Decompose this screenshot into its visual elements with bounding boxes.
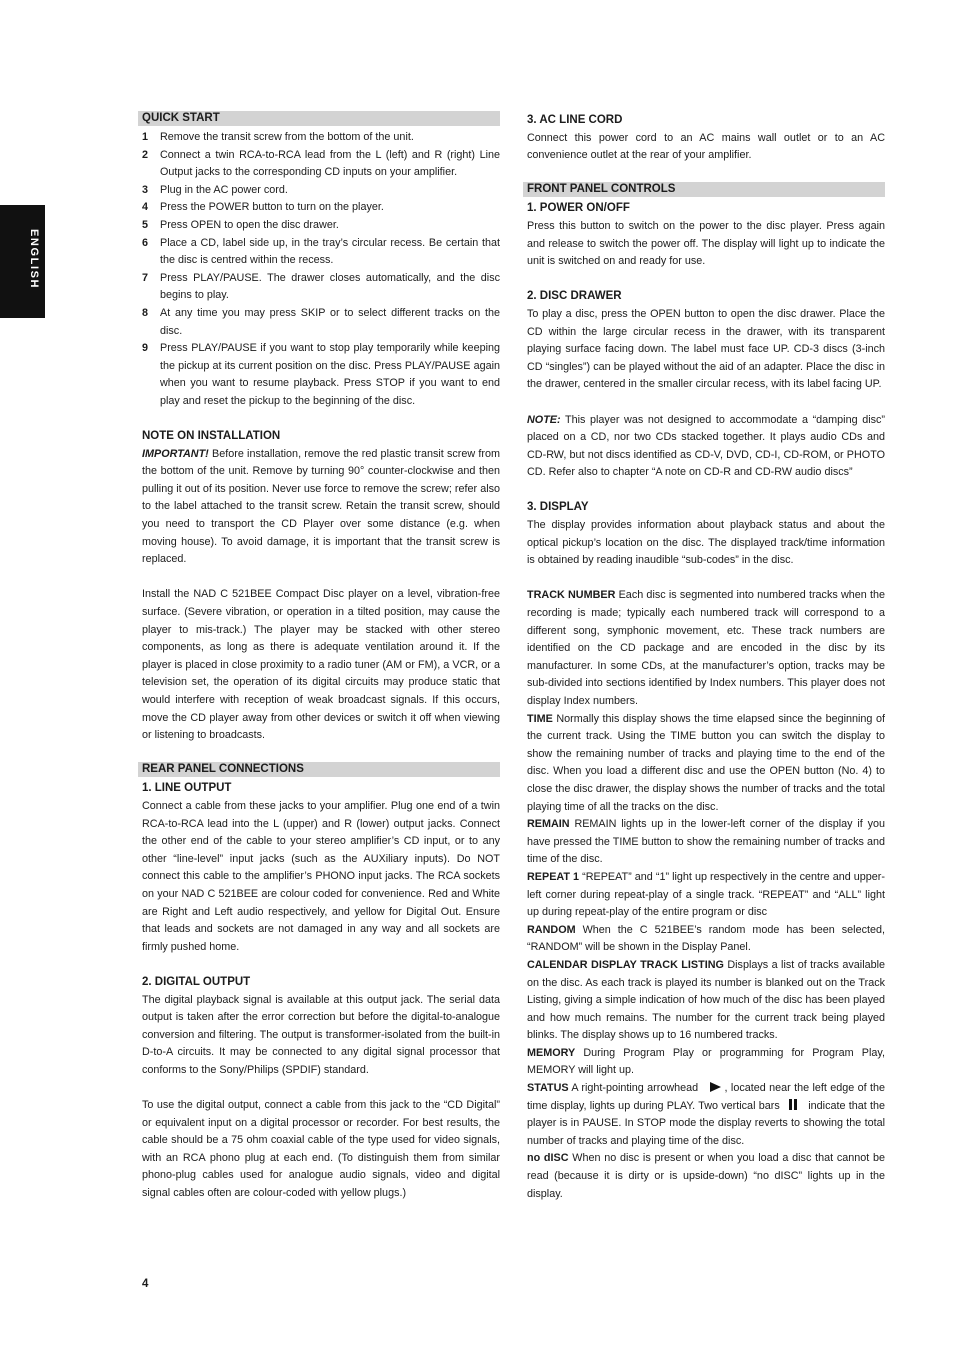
display-item-time <box>523 711 885 817</box>
display-term: STATUS <box>527 1082 569 1095</box>
display-text: Each disc is segmented into numbered tracks when the recording is made; typically each numbered track will correspond to a different song, symphonic movement, etc. These track numbers are identified on the CD package and are encoded in the disc by its manufacturer. In some CDs, at the manufacturer’s option, tracks may be sub-divided into sections identified by Index numbers. This player does not display Index numbers. <box>527 589 886 707</box>
line-output-heading: 1. LINE OUTPUT <box>142 782 232 795</box>
pause-bar <box>794 1099 797 1110</box>
display-term: TIME <box>527 712 553 725</box>
display-text: When the C 521BEE’s random mode has been selected, “RANDOM” will be shown in the Display Panel. <box>527 923 885 954</box>
quick-start-step <box>138 305 500 340</box>
quick-start-step <box>138 270 500 305</box>
display-text: Normally this display shows the time elapsed since the beginning of the current track. Using the TIME button you can switch the display to show the remaining number of tracks and playing time to the end of the disc. When you load a different disc and use the OPEN button (No. 4) to close the disc drawer, the display shows the number of tracks and the total playing time of all the tracks on the disc. <box>527 712 885 813</box>
display-text: REMAIN lights up in the lower-left corner of the display if you have pressed the TIME button to show the remaining number of tracks and time of the disc. <box>527 818 886 866</box>
display-term: CALENDAR DISPLAY TRACK LISTING <box>527 958 724 971</box>
step-text: Press PLAY/PAUSE if you want to stop play temporarily while keeping the pickup at its current position on the disc. Press PLAY/PAUSE again when you want to resume playback. Press STOP if you want to end play and reset the pickup to the beginning of the disc. <box>160 342 500 407</box>
important-text: Before installation, remove the red plastic transit screw from the bottom of the unit. Remove by turning 90° counter-clockwise and then pulling it out of its position. Never use force to remove the screw; refer also to the label attached to the transit screw. Retain the transit screw, should you need to transport the CD Player over some distance (e.g. when moving house). To avoid damage, it is important that the transit screw is replaced. <box>142 447 501 566</box>
display-item-no-disc <box>523 1150 885 1203</box>
section-bar-rear-panel: REAR PANEL CONNECTIONS <box>138 762 500 777</box>
display-text: , located near the left edge of the time display, lights up during PLAY. Two vertical bars <box>527 1082 886 1112</box>
line-output-text: Connect a cable from these jacks to your amplifier. Plug one end of a twin RCA-to-RCA lead into the L (upper) and R (lower) output jacks. Connect the other end of the cable to your stereo amplifier’s CD input, or to any other “line-level” input jacks (such as the AUXiliary inputs). Do NOT connect this cable to the amplifier’s PHONO input jacks. The RCA sockets on your NAD C 521BEE are colour coded for convenience. Red and White are Right and Left audio respectively, and yellow for Digital Out. Ensure that leads and sockets are not damaged in any way and all sockets are firmly pushed home. <box>142 799 500 953</box>
display-term: TRACK NUMBER <box>527 589 616 602</box>
pause-bar <box>789 1099 792 1110</box>
step-number: 4 <box>142 201 149 214</box>
step-text: At any time you may press SKIP or to select different tracks on the disc. <box>160 306 500 337</box>
language-tab <box>0 205 45 318</box>
installation-paragraph: Install the NAD C 521BEE Compact Disc player on a level, vibration-free surface. (Severe vibration, or operation in a tilted position, may cause the player to mis-track.) The player may be stacked with other stereo components, as long as there is adequate ventilation around it. If the player is placed in close proximity to a radio tuner (AM or FM), a VCR, or a television set, the operation of its digital circuits may produce static that would interfere with reception of weak broadcast signals. If this occurs, move the CD player away from other devices or switch it off when viewing or listening to broadcasts. <box>142 588 500 742</box>
section-bar-quick-start: QUICK START <box>138 111 500 126</box>
note-label: NOTE: <box>527 413 561 426</box>
power-heading: 1. POWER ON/OFF <box>527 202 630 215</box>
language-tab-label: ENGLISH <box>28 229 40 290</box>
quick-start-step <box>138 199 500 217</box>
display-text: During Program Play or programming for Program Play, MEMORY will light up. <box>527 1046 885 1077</box>
step-number: 2 <box>142 148 149 161</box>
step-text: Press OPEN to open the disc drawer. <box>160 218 339 231</box>
display-item-track-number <box>523 587 885 710</box>
right-column <box>523 112 885 1203</box>
display-term: no dISC <box>527 1152 569 1165</box>
display-term: RANDOM <box>527 923 576 936</box>
step-number: 7 <box>142 271 149 284</box>
display-item-memory <box>523 1045 885 1080</box>
display-item-calendar <box>523 957 885 1045</box>
digital-output-text: The digital playback signal is available at this output jack. The serial data output is taken after the error correction but before the digital-to-analogue conversion and filtering. The output is transformer-isolated from the built-in D-to-A circuits. It may be connected to any digital signal processor that conforms to the Sony/Philips (SPDIF) standard. <box>142 993 500 1076</box>
pause-bars-icon <box>789 1099 797 1110</box>
display-text: indicate that the player is in PAUSE. In STOP mode the display reverts to showing the total number of tracks and playing time of the disc. <box>527 1099 886 1147</box>
quick-start-step <box>138 182 500 200</box>
quick-start-step <box>138 217 500 235</box>
step-text: Connect a twin RCA-to-RCA lead from the L (left) and R (right) Line Output jacks to the corresponding CD inputs on your amplifier. <box>160 148 500 179</box>
display-item-remain <box>523 816 885 869</box>
note-installation-heading: NOTE ON INSTALLATION <box>142 430 281 443</box>
ac-line-cord-heading: 3. AC LINE CORD <box>527 114 623 126</box>
display-term: REMAIN <box>527 818 570 831</box>
quick-start-step <box>138 129 500 147</box>
disc-drawer-note <box>523 412 885 482</box>
ac-line-cord-text: Connect this power cord to an AC mains wall outlet or to an AC convenience outlet at the rear of your amplifier. <box>527 131 885 162</box>
step-text: Press PLAY/PAUSE. The drawer closes automatically, and the disc begins to play. <box>160 271 500 302</box>
quick-start-step <box>138 235 500 270</box>
left-column <box>138 111 500 1203</box>
step-number: 8 <box>142 306 149 319</box>
quick-start-step <box>138 147 500 182</box>
section-bar-front-panel: FRONT PANEL CONTROLS <box>523 182 885 197</box>
disc-drawer-heading: 2. DISC DRAWER <box>527 290 622 303</box>
display-text: A right-pointing arrowhead <box>571 1082 699 1095</box>
display-intro: The display provides information about playback status and about the optical pickup’s location on the disc. The displayed track/time information is obtained by reading inaudible “sub-codes” in the disc. <box>527 519 885 567</box>
display-term: MEMORY <box>527 1046 576 1059</box>
note-text: This player was not designed to accommodate a “damping disc” placed on a CD, nor two CDs stacked together. It plays audio CDs and CD-RW, but not discs identified as CD-V, DVD, CD-I, CD-ROM, or PHOTO CD. Refer also to chapter “A note on CD-R and CD-RW audio discs” <box>527 413 885 479</box>
quick-start-step <box>138 340 500 410</box>
display-heading: 3. DISPLAY <box>527 501 589 514</box>
quick-start-steps <box>138 129 500 411</box>
step-number: 3 <box>142 183 149 196</box>
step-text: Plug in the AC power cord. <box>160 183 288 196</box>
step-text: Press the POWER button to turn on the player. <box>160 201 384 214</box>
display-item-random <box>523 922 885 957</box>
step-text: Place a CD, label side up, in the tray’s circular recess. Be certain that the disc is centred within the recess. <box>160 236 500 267</box>
step-number: 9 <box>142 342 149 355</box>
step-number: 5 <box>142 218 149 231</box>
digital-output-cable-text: To use the digital output, connect a cable from this jack to the “CD Digital” or equivalent input on a digital processor or recorder. For best results, the cable should be a 75 ohm coaxial cable of the type used for video signals, with an RCA phono plug at each end. (To distinguish them from similar phono-plug cables used for analogue audio signals, video and digital signal cables often are colour-coded with yellow plugs.) <box>142 1099 500 1200</box>
play-arrowhead-icon <box>710 1082 721 1092</box>
display-item-repeat <box>523 869 885 922</box>
display-item-status <box>523 1080 885 1150</box>
display-text: Displays a list of tracks available on the disc. As each track is played its number is blanked out on the Track Listing, giving a simple indication of how much of the disc has been played and how much remains. The number for the current track being played blinks. The display shows up to 16 numbered tracks. <box>527 958 886 1042</box>
step-number: 1 <box>142 131 149 143</box>
power-text: Press this button to switch on the power to the disc player. Press again and release to switch the power off. The display will light up to indicate the unit is switched on and ready for use. <box>527 219 885 268</box>
digital-output-heading: 2. DIGITAL OUTPUT <box>142 975 251 988</box>
important-paragraph <box>138 446 500 569</box>
disc-drawer-text: To play a disc, press the OPEN button to open the disc drawer. Place the CD within the large circular recess in the drawer, with its transparent playing surface facing down. The label must face UP. CD-3 discs (3-inch CD “singles”) can be played without the aid of an adapter. Place the disc in the drawer, centered in the smaller circular recess, with its label facing UP. <box>527 307 885 391</box>
display-text: When no disc is present or when you load a disc that cannot be read (because it is dirty or is upside-down) “no dISC” lights up in the display. <box>527 1152 886 1200</box>
step-number: 6 <box>142 236 149 249</box>
page-number: 4 <box>142 1278 149 1290</box>
display-text: “REPEAT” and “1” light up respectively in the centre and upper-left corner during repeat-play of a single track. “REPEAT” and “ALL” light up during repeat-play of the entire program or disc <box>527 870 885 919</box>
important-label: IMPORTANT! <box>142 447 209 460</box>
display-term: REPEAT 1 <box>527 870 580 883</box>
step-text: Remove the transit screw from the bottom of the unit. <box>160 131 414 143</box>
